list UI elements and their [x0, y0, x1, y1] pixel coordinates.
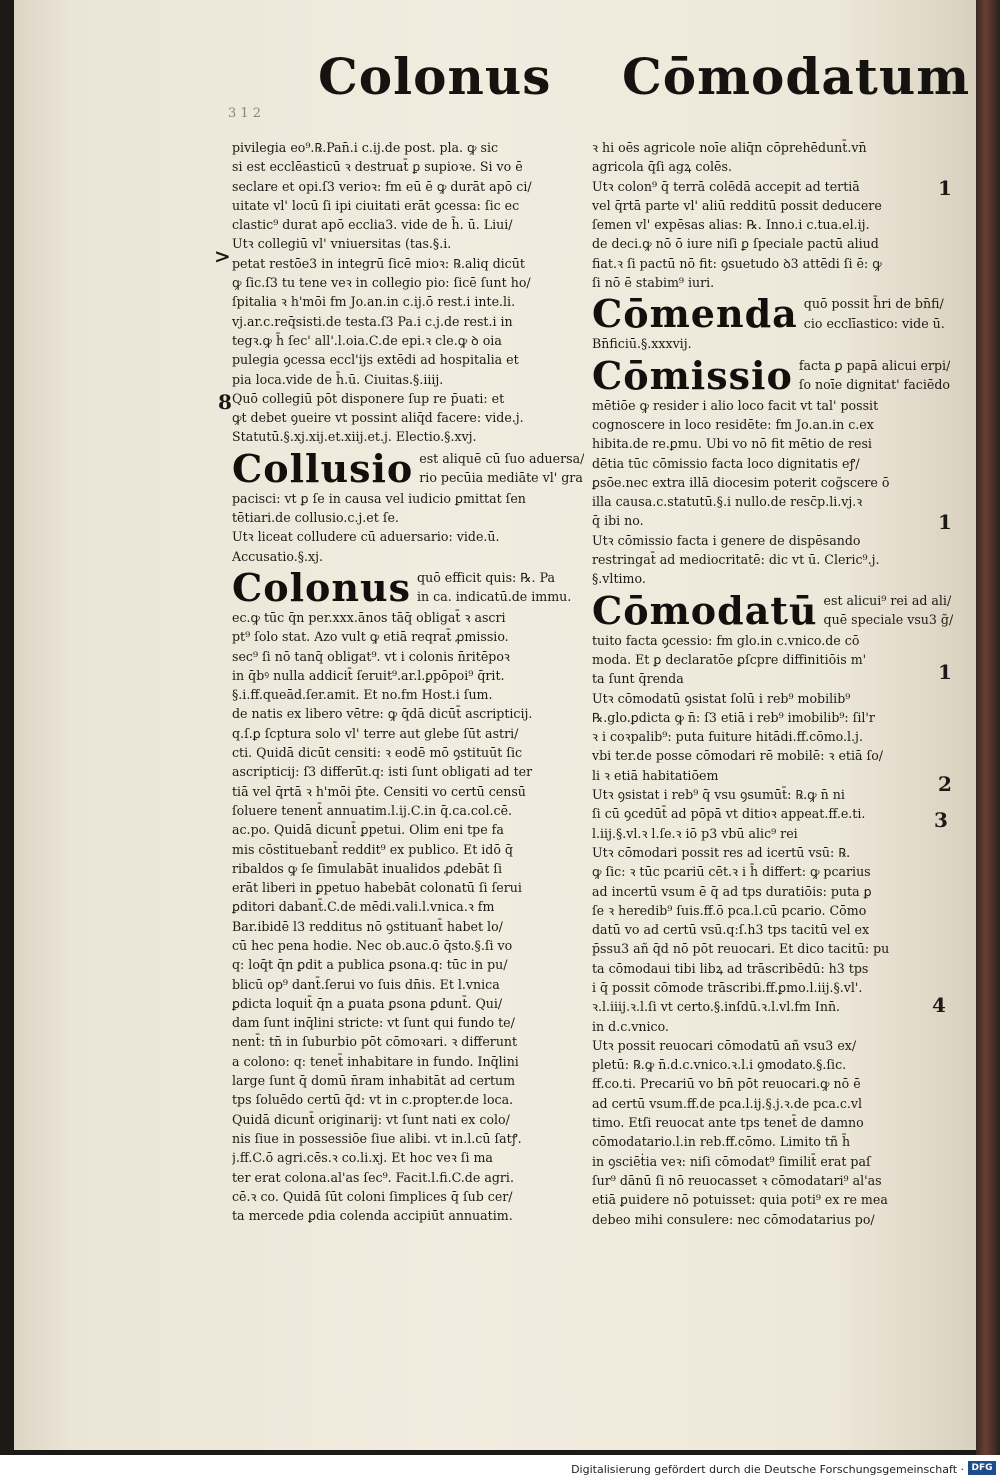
text-line: Bn̄ficiū.§.xxxvij. — [592, 336, 692, 352]
text-line: Utꝛ liceat colludere cū aduersario: vide.ū. — [232, 529, 500, 545]
text-line: ac.po. Quidā dicunt̄ ꝑpetui. Olim eni tpe fa — [232, 822, 504, 838]
text-line: cio ecclīastico: vide ū. — [803, 315, 945, 331]
text-line: ſe ꝛ heredib⁹ ſuis.ff.ō pca.l.cū pcario. Cōmo — [592, 902, 867, 918]
text-line: ꝛ hi oēs agricole noīe aliq̄n cōprehēdunt̄.vn̄ — [592, 140, 867, 155]
entry-word-colonus: Colonus — [232, 564, 412, 610]
text-line: sec⁹ ſi nō tanq̄ obligat⁹. vt i colonis n̄ritēpoꝛ — [232, 648, 510, 664]
text-line: l.iij.§.vl.ꝛ l.ſe.ꝛ iō p3 vbū alic⁹ rei — [592, 825, 798, 841]
text-line: ſi nō ē stabim⁹ iuri. — [592, 275, 715, 291]
text-line: a colono: q: tenet̄ inhabitare in fundo. Inq̄lini — [232, 1053, 519, 1069]
text-line: large ſunt q̄ domū n̄ram inhabitāt ad certum — [232, 1073, 516, 1089]
text-line: cti. Quidā dicūt censiti: ꝛ eodē mō ꝯstituūt ſic — [232, 745, 523, 761]
entry-comissio — [592, 352, 951, 398]
text-line: ſo noīe dignitat' faciēdo — [798, 376, 950, 392]
text-line: Quidā dicunt̄ originarij: vt ſunt nati ex colo/ — [232, 1111, 510, 1127]
text-line: ꝙ ſic: ꝛ tūc pcariū cēt.ꝛ i h̄ differt: ꝙ pcarius — [592, 864, 871, 880]
book-edge — [976, 0, 1000, 1455]
text-line: §.vltimo. — [592, 571, 646, 587]
text-line: debeo mihi consulere: nec cōmodatarius po/ — [592, 1211, 875, 1227]
text-line: vbi ter.de posse cōmodari rē mobilē: ꝛ etiā ſo/ — [592, 748, 884, 764]
text-line: agricola q̄ſi agꝝ colēs. — [592, 159, 732, 175]
text-line: blicū op⁹ dant̄.ſerui vo ſuis dn̄is. Et l.vnica — [232, 976, 500, 992]
text-line: ad certū vsum.ff.de pca.l.ij.§.j.ꝛ.de pca.c.vl — [592, 1095, 863, 1111]
text-line: fiat.ꝛ ſi pactū nō fit: ꝯsuetudo ꝺ3 attēdi ſi ē: ꝙ — [592, 255, 882, 271]
entry-collusio — [232, 445, 585, 491]
text-line: in ꝯsciēṫia veꝛ: niſi cōmodat⁹ ſimilit̄ erat paſ — [592, 1153, 871, 1169]
margin-mark: 1 — [938, 510, 952, 534]
colonus-body — [232, 608, 572, 1226]
colonus-definition-start — [417, 568, 571, 607]
text-line: Utꝛ colon⁹ q̄ terrā colēdā accepit ad tertiā — [592, 178, 860, 194]
text-line: moda. Et ꝑ declaratōe ꝑſcpre diffinitiōis m' — [592, 651, 867, 667]
text-line: j.ff.C.ō agri.cēs.ꝛ co.li.xj. Et hoc veꝛ ſi ma — [232, 1150, 493, 1166]
text-line: ta cōmodaui tibi libꝝ ad trāscribēdū: h3 tps — [592, 960, 869, 976]
text-line: timo. Etſi reuocat ante tps tenet̄ de damno — [592, 1115, 864, 1131]
text-line: Accusatio.§.xj. — [232, 548, 324, 564]
text-line: erāt liberi in ꝑpetuo habebāt colonatū ſi ſerui — [232, 880, 522, 896]
entry-colonus — [232, 564, 572, 610]
text-line: Utꝛ cōmodari possit res ad icertū vsū: ℞. — [592, 844, 851, 860]
text-line: ꝛ.l.iiij.ꝛ.l.ſi vt certo.§.inſdū.ꝛ.l.vl.fm Inn̄. — [592, 999, 841, 1015]
text-line: uitate vl' locū ſi ipi ciuitati erāt ꝯcessa: ſic ec — [232, 197, 520, 213]
text-line: Statutū.§.xj.xij.et.xiij.et.j. Electio.§.xvj. — [232, 429, 477, 445]
left-column — [232, 138, 585, 1225]
text-line: vel q̄rtā parte vl' aliū redditū possit deducere — [592, 197, 882, 213]
text-line: ꝙt debet ꝯueire vt possint aliq̄d facere: vide.j. — [232, 410, 524, 426]
text-line: facta ꝑ papā alicui erpi/ — [798, 357, 951, 373]
text-line: tiā vel q̄rtā ꝛ h'mōi p̄te. Censiti vo certū censū — [232, 783, 526, 799]
text-line: Utꝛ ꝯsistat i reb⁹ q̄ vsu ꝯsumūt̄: ℞.ꝙ n̄ ni — [592, 787, 845, 803]
margin-mark: 2 — [938, 772, 952, 796]
text-line: quō possit h̄ri de bn̄fi/ — [803, 296, 944, 312]
text-line: de natis ex libero vētre: ꝙ q̄dā dicūt̄ ascripticij. — [232, 706, 533, 722]
right-intro-block — [592, 138, 932, 292]
text-line: pulegia ꝯcessa eccl'ijs extēdi ad hospitalia et — [232, 352, 519, 368]
margin-mark: 1 — [938, 660, 952, 684]
entry-comodatum — [592, 587, 954, 633]
entry-word-comodatum: Cōmodatū — [592, 587, 818, 633]
text-line: tegꝛ.ꝙ h̄ ſec' all'.l.oia.C.de epi.ꝛ cle.ꝙ ꝺ oia — [232, 332, 502, 348]
text-line: li ꝛ etiā habitatiōem — [592, 767, 719, 783]
text-line: ſoluere tenent̄ annuatim.l.ij.C.in q̄.ca.col.cē. — [232, 802, 513, 818]
entry-word-comissio: Cōmissio — [592, 352, 793, 398]
text-line: ff.co.ti. Precariū vo bn̄ pōt reuocari.ꝙ nō ē — [592, 1076, 861, 1092]
text-line: in d.c.vnico. — [592, 1018, 669, 1034]
text-line: Utꝛ possit reuocari cōmodatū añ vsu3 ex/ — [592, 1037, 857, 1053]
comodatum-definition-start — [824, 591, 954, 630]
margin-mark: 1 — [938, 176, 952, 200]
comissio-body — [592, 396, 932, 589]
text-line: cognoscere in loco residēte: fm Jo.an.in c.ex — [592, 416, 874, 432]
right-column — [592, 138, 954, 1229]
text-line: tuito facta ꝯcessio: fm glo.in c.vnico.de cō — [592, 632, 860, 648]
comenda-definition-start — [804, 294, 945, 333]
text-line: ta ſunt q̄renda — [592, 671, 684, 687]
comenda-body — [592, 334, 932, 353]
margin-mark: > — [214, 244, 231, 268]
text-line: datū vo ad certū vsū.q:ſ.h3 tps tacitū vel ex — [592, 922, 870, 938]
text-line: pacisci: vt ꝑ ſe in causa vel iudicio ꝑmittat ſen — [232, 490, 526, 506]
text-line: ribaldos ꝙ ſe ſimulabāt inualidos ꝓdebāt ſi — [232, 860, 502, 876]
text-line: etiā ꝑuidere nō potuisset: quia poti⁹ ex re mea — [592, 1192, 888, 1208]
text-line: si est ecclēasticū ꝛ destruat̄ ꝑ supioꝛe. Si vo ē — [232, 159, 523, 175]
text-line: est aliquē cū ſuo aduersa/ — [419, 450, 585, 466]
text-line: Utꝛ cōmodatū ꝯsistat ſolū i reb⁹ mobilib⁹ — [592, 690, 851, 706]
text-line: restringat̄ ad mediocritatē: dic vt ū. Cleric⁹.j. — [592, 552, 880, 568]
text-line: ꝑsōe.nec extra illā diocesim poterit cog̃scere ō — [592, 474, 890, 490]
text-line: hibita.de re.ꝑmu. Ubi vo nō fit mētio de resi — [592, 436, 872, 452]
digitization-credit: Digitalisierung gefördert durch die Deutsche Forschungsgemeinschaft · — [571, 1463, 964, 1476]
collusio-definition-start — [419, 449, 584, 488]
dfg-logo: DFG — [968, 1461, 996, 1475]
text-line: ꝑditori dabant̄.C.de mēdi.vali.l.vnica.ꝛ fm — [232, 899, 495, 915]
text-line: tps ſoluēdo certū q̄d: vt in c.propter.de loca. — [232, 1092, 514, 1108]
text-line: ꝛ i coꝛpalib⁹: puta fuiture hitādi.ff.cōmo.l.j. — [592, 729, 863, 745]
margin-mark: 4 — [932, 993, 946, 1017]
text-line: ad incertū vsum ē q̄ ad tps duratiōis: puta ꝑ — [592, 883, 872, 899]
entry-word-collusio: Collusio — [232, 445, 414, 491]
text-line: nent̄: tn̄ in ſuburbio pōt cōmoꝛari. ꝛ differunt — [232, 1034, 518, 1050]
text-line: dētia tūc cōmissio facta loco dignitatis eꝭ/ — [592, 455, 860, 471]
running-head-right: Cōmodatum — [622, 47, 971, 106]
pencil-note: 3 1 2 — [228, 106, 262, 121]
text-line: in q̄bꝰ nulla addicit̄ ſeruit⁹.ar.l.ꝑpōpoi⁹ q̄rit. — [232, 667, 505, 683]
text-line: clastic⁹ durat apō ecclia3. vide de h̄. ū. Liui/ — [232, 217, 513, 233]
text-line: vj.ar.c.req̄sisti.de testa.ſ3 Pa.i c.j.de rest.i in — [232, 313, 513, 329]
text-line: rio pecūia mediāte vl' gra — [419, 470, 583, 486]
text-line: nis ſiue in possessiōe ſiue alibi. vt in.l.cū ſatꝭ. — [232, 1130, 522, 1146]
text-line: i q̄ possit cōmode trāscribi.ff.ꝑmo.l.iij.§.vl'. — [592, 979, 863, 995]
running-head-left: Colonus — [318, 47, 552, 106]
text-line: pia loca.vide de h̄.ū. Ciuitas.§.iiij. — [232, 371, 444, 387]
text-line: ta mercede ꝑdia colenda accipiūt annuatim. — [232, 1208, 513, 1224]
text-line: mis cōstituebant̄ reddit⁹ ex publico. Et idō q̄ — [232, 841, 513, 857]
text-line: cē.ꝛ co. Quidā ſūt coloni ſimplices q̄ ſub cer/ — [232, 1188, 513, 1204]
text-line: Bar.ibidē l3 redditus nō ꝯstituant̄ habet lo/ — [232, 918, 503, 934]
text-line: cōmodatario.l.in reb.ff.cōmo. Limito tñ h̄ — [592, 1134, 851, 1150]
text-line: Utꝛ collegiū vl' vniuersitas (tas.§.i. — [232, 236, 452, 252]
text-line: ascripticij: ſ3 differūt.q: isti ſunt obligati ad ter — [232, 764, 533, 780]
comissio-definition-start — [799, 356, 951, 395]
text-line: ſemen vl' expēsas alias: ℞. Inno.i c.tua.el.ij. — [592, 217, 870, 233]
text-line: seclare et opi.ſ3 verioꝛ: fm eū ē ꝙ durāt apō ci/ — [232, 178, 532, 194]
text-line: illa causa.c.statutū.§.i nullo.de resc̄p.li.vj.ꝛ — [592, 494, 863, 510]
text-line: ec.ꝙ tūc q̄n per.xxx.ānos tāq̄ obligat̄ ꝛ ascri — [232, 609, 506, 625]
text-line: q.ſ.ꝑ ſcptura solo vl' terre aut glebe ſūt astri/ — [232, 725, 519, 741]
text-line: ꝙ ſic.ſ3 tu tene veꝛ in collegio pio: ſicē ſunt ho/ — [232, 275, 531, 291]
text-line: ſur⁹ dānū ſi nō reuocasset ꝛ cōmodatari⁹ al'as — [592, 1172, 882, 1188]
text-line: mētiōe ꝙ resider i alio loco facit vt tal' possit — [592, 397, 879, 413]
text-line: pt⁹ ſolo stat. Azo vult ꝙ etiā reqrat̄ ꝓmissio. — [232, 629, 509, 645]
text-line: pletū: ℞.ꝙ n̄.d.c.vnico.ꝛ.l.i ꝯmodato.§.ſic. — [592, 1057, 847, 1073]
text-line: quē speciale vsu3 g̃/ — [823, 611, 954, 627]
text-line: tētiari.de collusio.c.j.et ſe. — [232, 510, 399, 526]
text-line: in ca. indicatū.de immu. — [417, 589, 572, 605]
text-line: ℞.glo.ꝑdicta ꝙ n̄: ſ3 etiā i reb⁹ imobilib⁹: ſil'r — [592, 709, 875, 725]
text-line: q̄ ibi no. — [592, 513, 644, 529]
text-line: quō efficit quis: ℞. Pa — [417, 569, 555, 585]
margin-mark: 3 — [934, 808, 948, 832]
text-line: §.i.ff.queād.ſer.amit. Et no.fm Host.i ſum. — [232, 687, 493, 703]
text-line: petat restōe3 in integrū ſicē mioꝛ: ℞.aliq dicūt — [232, 255, 525, 271]
text-line: ſi cū ꝯcedūt̄ ad pōpā vt ditioꝛ appeat.ff.e.ti. — [592, 806, 866, 822]
text-line: p̄ssu3 añ q̄d nō pōt reuocari. Et dico tacitū: pu — [592, 941, 890, 957]
text-line: de deci.ꝙ nō ō iure niſi ꝑ ſpeciale pactū aliud — [592, 236, 879, 252]
entry-word-comenda: Cōmenda — [592, 291, 798, 337]
entry-comenda — [592, 291, 945, 337]
text-line: est alicui⁹ rei ad ali/ — [823, 592, 952, 608]
text-line: Utꝛ cōmissio facta i genere de dispēsando — [592, 532, 861, 548]
text-line: q: loq̄t q̄n ꝑdit a publica ꝑsona.q: tūc in pu/ — [232, 957, 508, 973]
left-intro-block — [232, 138, 572, 447]
text-line: ſpitalia ꝛ h'mōi fm Jo.an.in c.ij.ō rest.i inte.li. — [232, 294, 516, 310]
margin-mark: 8 — [218, 390, 232, 414]
text-line: dam ſunt inq̄lini stricte: vt ſunt qui fundo te/ — [232, 1015, 515, 1031]
collusio-body — [232, 489, 572, 566]
text-line: Quō collegiū pōt disponere ſup re p̄uati: et — [232, 390, 505, 406]
comodatum-body — [592, 631, 932, 1229]
text-line: ter erat colona.al'as ſec⁹. Facit.l.fi.C.de agri. — [232, 1169, 514, 1185]
text-line: cū hec pena hodie. Nec ob.auc.ō q̄sto.§.ſi vo — [232, 937, 513, 953]
text-line: pivilegia eo⁹.℞.Pan̄.i c.ij.de post. pla. ꝙ sic — [232, 140, 499, 155]
text-line: ꝑdicta loquit̄ q̄n a ꝑuata ꝑsona ꝑdunt̄. Qui/ — [232, 995, 503, 1011]
